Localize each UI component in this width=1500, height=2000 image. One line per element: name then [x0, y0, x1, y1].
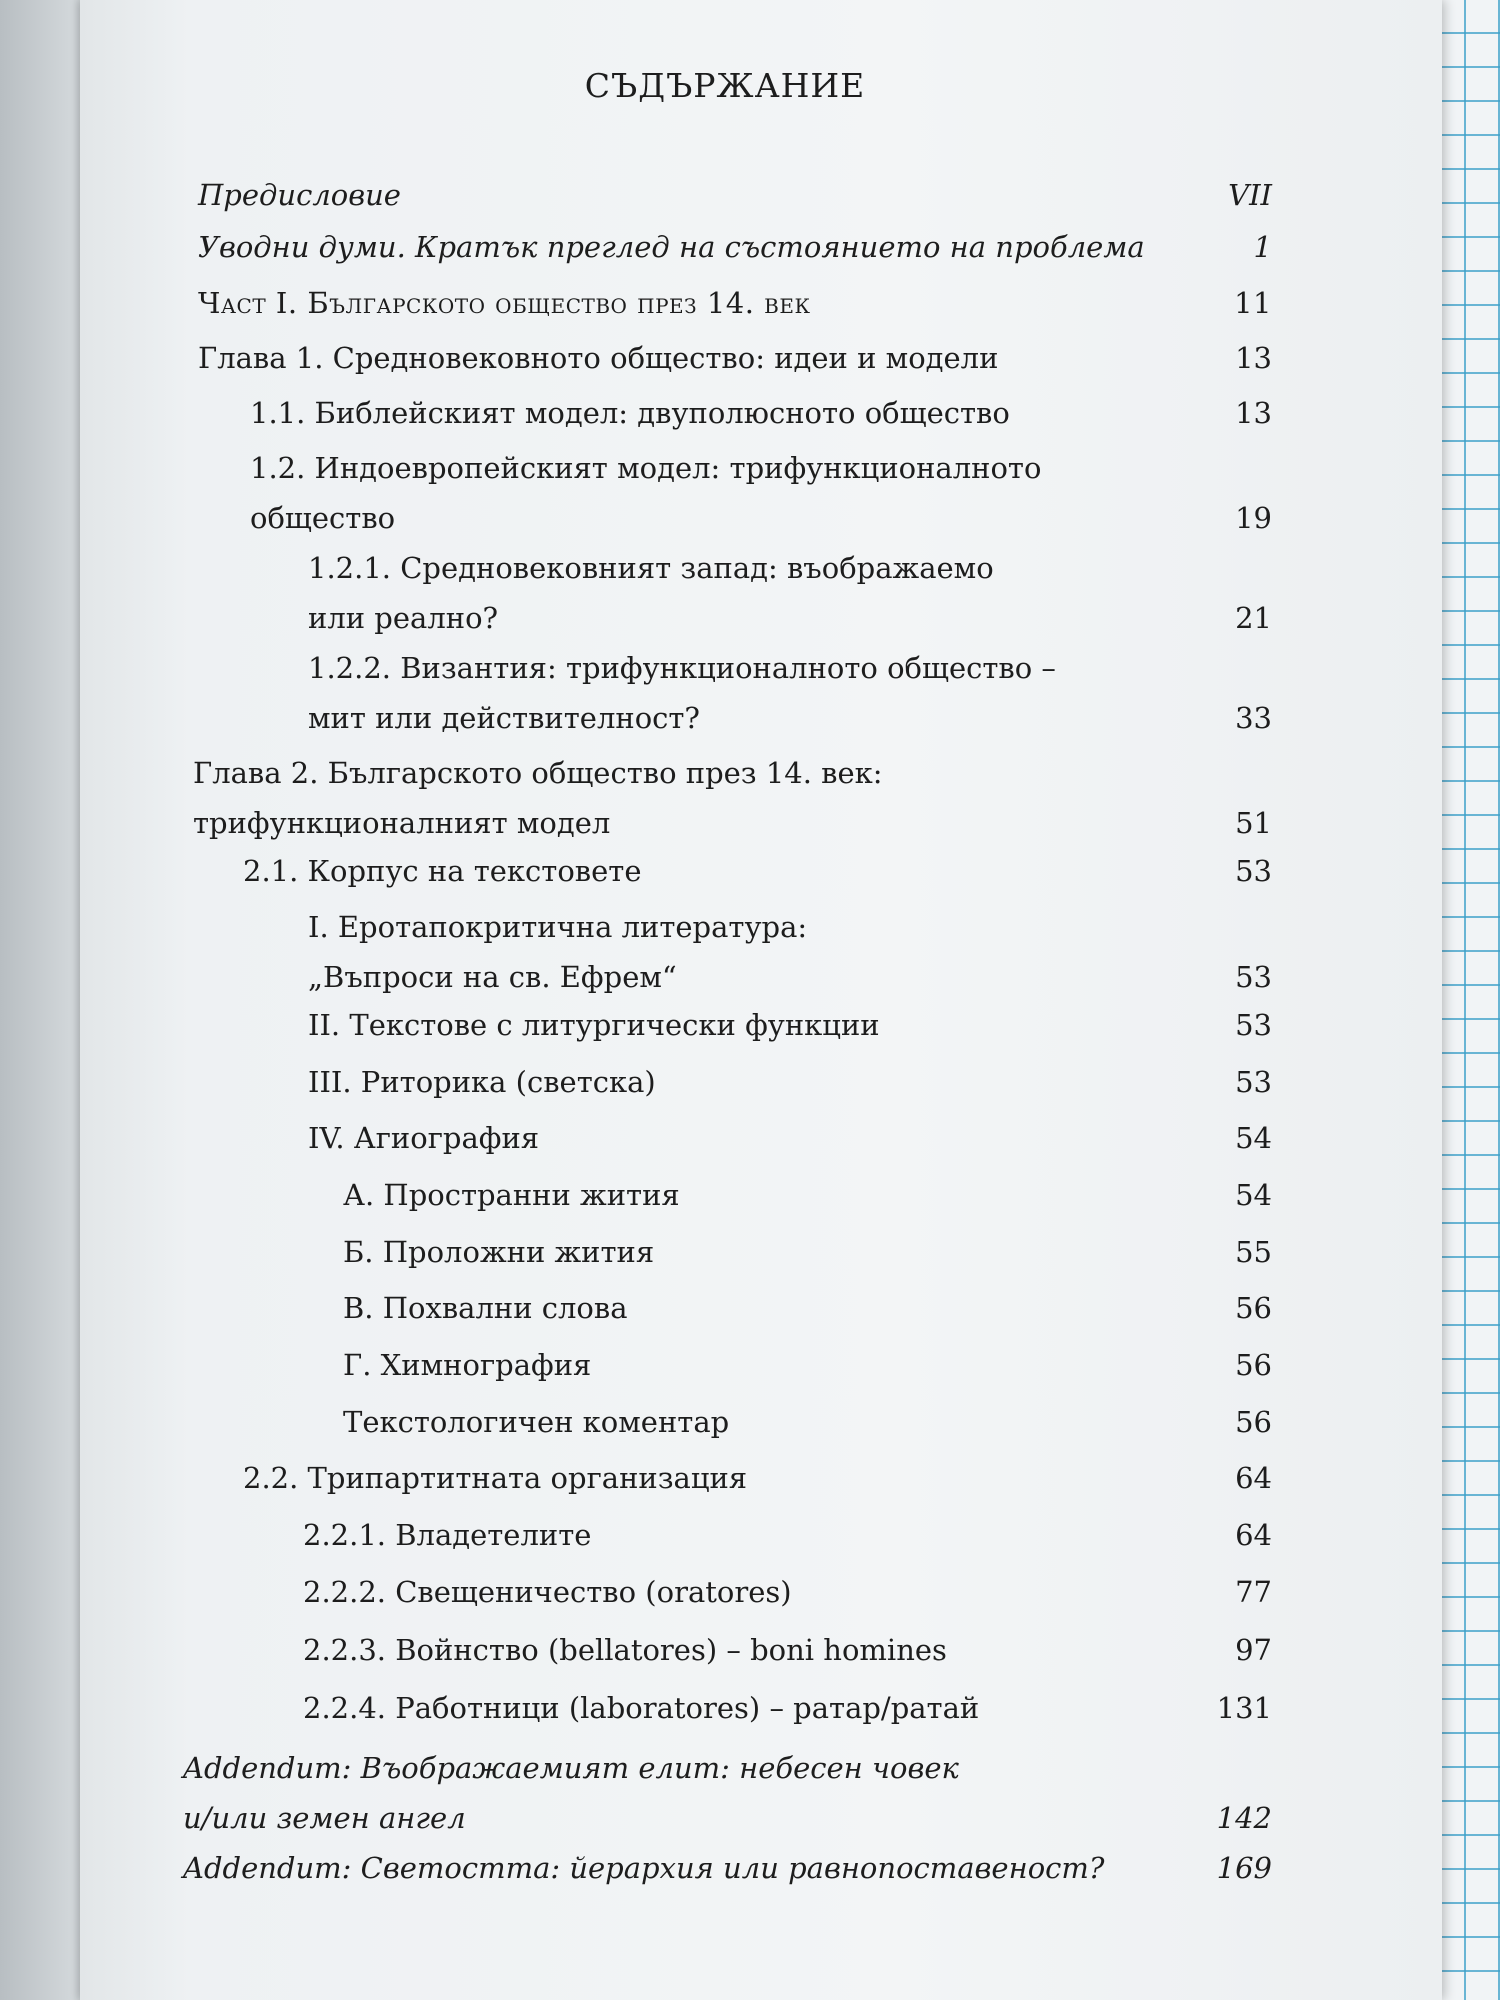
toc-page-number: 97 [1235, 1633, 1272, 1667]
toc-entry-title: II. Текстове с литургически функции [308, 1008, 880, 1042]
toc-entry-line [183, 1843, 1272, 1893]
toc-entry [250, 443, 1272, 543]
book-page [80, 0, 1442, 2000]
toc-entry-line [308, 593, 1272, 643]
toc-entry-title: I. Еротапокритична литература: [308, 910, 808, 944]
toc-entry-line [303, 1683, 1272, 1733]
toc-page-number: 53 [1235, 1065, 1272, 1099]
toc-entry [303, 1625, 1272, 1675]
toc-entry-line [343, 1170, 1272, 1220]
toc-entry-title: 2.2.1. Владетелите [303, 1518, 592, 1552]
toc-entry [193, 748, 1272, 848]
toc-entry-title: Текстологичен коментар [343, 1405, 730, 1439]
toc-entry-title: мит или действителност? [308, 701, 700, 735]
toc-entry [343, 1340, 1272, 1390]
toc-page-number: 77 [1235, 1575, 1272, 1609]
toc-entry-title: 2.2. Трипартитната организация [243, 1461, 748, 1495]
toc-entry-line [308, 902, 1272, 952]
toc-entry-line [308, 643, 1272, 693]
toc-entry-line [193, 748, 1272, 798]
toc-entry-line [308, 1057, 1272, 1107]
toc-entry [343, 1397, 1272, 1447]
toc-entry-title: 1.2.2. Византия: трифункционалното общество – [308, 651, 1056, 685]
toc-entry-line [343, 1283, 1272, 1333]
toc-entry [343, 1170, 1272, 1220]
toc-entry-line [243, 1453, 1272, 1503]
toc-entry-line [198, 170, 1272, 220]
toc-page-number: 64 [1235, 1461, 1272, 1495]
toc-entry-title: 2.2.4. Работници (laboratores) – ратар/ратай [303, 1691, 980, 1725]
toc-page-number: 53 [1235, 1008, 1272, 1042]
toc-entry-title: Addendum: Въображаемият елит: небесен човек [183, 1751, 959, 1785]
toc-page-number: 51 [1235, 806, 1272, 840]
toc-page-number: 21 [1235, 601, 1272, 635]
toc-entry [308, 1057, 1272, 1107]
toc-entry [343, 1283, 1272, 1333]
toc-page-number: 169 [1216, 1851, 1272, 1885]
toc-entry-line [250, 443, 1272, 493]
toc-entry-title: Предисловие [198, 178, 401, 212]
toc-entry-line [243, 846, 1272, 896]
toc-entry [308, 902, 1272, 1002]
toc-entry [198, 333, 1272, 383]
toc-entry-line [308, 1113, 1272, 1163]
toc-entry [303, 1510, 1272, 1560]
toc-entry-title: общество [250, 501, 396, 535]
toc-entry-title: „Въпроси на св. Ефрем“ [308, 960, 677, 994]
toc-entry-title: 1.2. Индоевропейският модел: трифункционалното [250, 451, 1042, 485]
toc-entry [308, 543, 1272, 643]
toc-entry [243, 1453, 1272, 1503]
toc-page-number: 13 [1235, 341, 1272, 375]
toc-entry-line [250, 388, 1272, 438]
toc-entry-line [308, 1000, 1272, 1050]
toc-entry [183, 1743, 1272, 1843]
toc-page-number: 56 [1235, 1405, 1272, 1439]
toc-entry-title: Глава 2. Българското общество през 14. век: [193, 756, 883, 790]
toc-entry-title: Addendum: Светостта: йерархия или равнопоставеност? [183, 1851, 1105, 1885]
toc-page-number: 56 [1235, 1348, 1272, 1382]
toc-entry-title: 1.2.1. Средновековният запад: въображаемо [308, 551, 994, 585]
toc-page-number: 54 [1235, 1121, 1272, 1155]
toc-page-number: 54 [1235, 1178, 1272, 1212]
toc-entry [183, 1843, 1272, 1893]
toc-entry-title: Г. Химнография [343, 1348, 592, 1382]
toc-entry-title: 1.1. Библейският модел: двуполюсното общество [250, 396, 1010, 430]
toc-entry [198, 222, 1272, 272]
toc-entry [343, 1227, 1272, 1277]
toc-entry-title: Уводни думи. Кратък преглед на състоянието на проблема [198, 230, 1145, 264]
toc-entry [198, 170, 1272, 220]
toc-entry [303, 1683, 1272, 1733]
toc-entry-line [303, 1625, 1272, 1675]
toc-entry-line [343, 1340, 1272, 1390]
toc-page-number: 1 [1253, 230, 1272, 264]
toc-page-number: 55 [1235, 1235, 1272, 1269]
toc-entry [308, 1000, 1272, 1050]
toc-entry-title: трифункционалният модел [193, 806, 611, 840]
toc-page-number: VII [1228, 178, 1272, 212]
toc-entry [198, 278, 1272, 328]
toc-page-number: 11 [1234, 286, 1272, 320]
toc-entry-line [343, 1227, 1272, 1277]
toc-entry-title: IV. Агиография [308, 1121, 540, 1155]
toc-entry-title: 2.2.2. Свещеничество (oratores) [303, 1575, 792, 1609]
toc-entry-line [343, 1397, 1272, 1447]
toc-entry-line [198, 222, 1272, 272]
toc-page-number: 56 [1235, 1291, 1272, 1325]
toc-entry-title: В. Похвални слова [343, 1291, 628, 1325]
toc-page-number: 19 [1235, 501, 1272, 535]
toc-entry-title: III. Риторика (светска) [308, 1065, 656, 1099]
toc-entry-line [183, 1743, 1272, 1793]
toc-entry-title: Глава 1. Средновековното общество: идеи и модели [198, 341, 999, 375]
toc-entry-line [308, 543, 1272, 593]
toc-entry-line [308, 952, 1272, 1002]
toc-entry [303, 1567, 1272, 1617]
toc-entry-title: Част I. Българското общество през 14. век [198, 286, 811, 320]
toc-entry-title: или реално? [308, 601, 499, 635]
toc-page-number: 53 [1235, 960, 1272, 994]
toc-entry-line [308, 693, 1272, 743]
toc-entry [308, 1113, 1272, 1163]
toc-entry-title: 2.2.3. Войнство (bellatores) – boni homines [303, 1633, 947, 1667]
toc-entry-title: 2.1. Корпус на текстовете [243, 854, 642, 888]
toc-entry-line [183, 1793, 1272, 1843]
toc-entry [250, 388, 1272, 438]
toc-page-number: 142 [1216, 1801, 1272, 1835]
toc-page-number: 13 [1235, 396, 1272, 430]
toc-page-number: 64 [1235, 1518, 1272, 1552]
toc-page-number: 33 [1235, 701, 1272, 735]
toc-entry-line [303, 1510, 1272, 1560]
toc-entry-line [250, 493, 1272, 543]
toc-page-number: 53 [1235, 854, 1272, 888]
toc-entry-line [198, 333, 1272, 383]
page-title: СЪДЪРЖАНИЕ [584, 66, 866, 105]
toc-entry [243, 846, 1272, 896]
toc-page-number: 131 [1216, 1691, 1272, 1725]
toc-entry-title: Б. Проложни жития [343, 1235, 655, 1269]
toc-entry-line [193, 798, 1272, 848]
toc-entry [308, 643, 1272, 743]
toc-entry-title: и/или земен ангел [183, 1801, 466, 1835]
background-left [0, 0, 90, 2000]
toc-entry-line [303, 1567, 1272, 1617]
toc-entry-title: А. Пространни жития [343, 1178, 680, 1212]
toc-entry-line [198, 278, 1272, 328]
